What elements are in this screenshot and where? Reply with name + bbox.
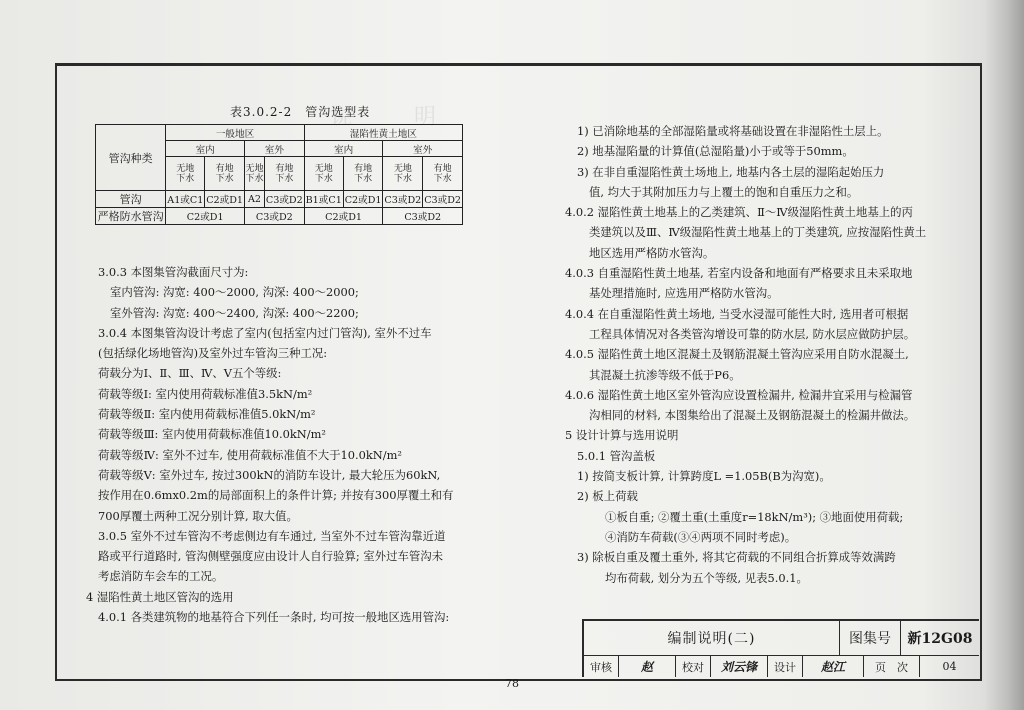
text-line: ④消防车荷载(③④两项不同时考虑)。	[605, 529, 797, 544]
section-heading: 4 湿陷性黄土地区管沟的选用	[86, 589, 234, 604]
row-header-cell: 管沟种类	[96, 125, 166, 191]
design-signature: 赵江	[803, 656, 864, 677]
signature-row	[584, 656, 979, 677]
text-line: (包括绿化场地管沟)及室外过车管沟三种工况:	[98, 346, 328, 361]
table-cell: C3或D2	[383, 208, 463, 225]
text-line: 基处理措施时, 应选用严格防水管沟。	[589, 286, 779, 301]
text-line: 4.0.4 在自重湿陷性黄土场地, 当受水浸湿可能性大时, 选用者可根据	[565, 306, 909, 321]
trench-type-table	[95, 124, 463, 225]
section-heading: 5 设计计算与选用说明	[565, 428, 679, 443]
text-line: 荷载等级Ⅳ: 室外不过车, 使用荷载标准值不大于10.0kN/m²	[98, 447, 402, 462]
text-line: 路或平行道路时, 管沟侧壁强度应由设计人自行验算; 室外过车管沟未	[98, 549, 444, 564]
atlas-number: 新12G08	[901, 621, 979, 656]
groundwater-header: 有地 下水	[343, 157, 383, 191]
text-line: 荷载分为Ⅰ、Ⅱ、Ⅲ、Ⅳ、Ⅴ五个等级:	[98, 366, 282, 381]
table-cell: B1或C1	[304, 191, 343, 208]
book-page-number: 78	[505, 677, 519, 690]
check-label: 校对	[676, 656, 711, 677]
text-line: 值, 均大于其附加压力与上覆土的饱和自重压力之和。	[589, 184, 859, 199]
text-line: 荷载等级Ⅴ: 室外过车, 按过300kN的消防车设计, 最大轮压为60kN,	[98, 467, 441, 482]
review-signature: 赵	[619, 656, 676, 677]
text-line: 5.0.1 管沟盖板	[577, 448, 656, 463]
review-label: 审核	[584, 656, 619, 677]
text-line: 地区选用严格防水管沟。	[589, 245, 715, 260]
design-label: 设计	[768, 656, 803, 677]
no-groundwater-header: 无地 下水	[245, 157, 265, 191]
table-cell: A1或C1	[166, 191, 205, 208]
table-cell: C2或D1	[304, 208, 383, 225]
text-line: 3.0.3 本图集管沟截面尺寸为:	[98, 265, 249, 279]
table-cell: C3或D2	[245, 208, 305, 225]
text-line: 2) 地基湿陷量的计算值(总湿陷量)小于或等于50mm。	[577, 144, 854, 159]
text-line: 按作用在0.6mx0.2m的局部面积上的条件计算; 并按有300厚覆土和有	[98, 488, 454, 503]
text-line: 其混凝土抗渗等级不低于P6。	[589, 367, 741, 382]
text-line: 室内管沟: 沟宽: 400～2000, 沟深: 400～2000;	[110, 285, 359, 300]
indoor-header: 室内	[166, 141, 245, 157]
table-cell: C2或D1	[205, 191, 245, 208]
collapsible-area-header: 湿陷性黄土地区	[304, 125, 462, 141]
groundwater-header: 有地 下水	[423, 157, 463, 191]
text-line: 工程具体情况对各类管沟增设可靠的防水层, 防水层应做防护层。	[589, 326, 916, 341]
text-line: 1) 已消除地基的全部湿陷量或将基础设置在非湿陷性土层上。	[577, 124, 889, 138]
text-line: 荷载等级Ⅲ: 室内使用荷载标准值10.0kN/m²	[98, 427, 326, 442]
text-line: 沟相同的材料, 本图集给出了混凝土及钢筋混凝土的检漏井做法。	[589, 408, 916, 423]
no-groundwater-header: 无地 下水	[383, 157, 423, 191]
general-area-header: 一般地区	[166, 125, 304, 141]
text-line: ①板自重; ②覆土重(土重度r=18kN/m³); ③地面使用荷载;	[605, 509, 904, 524]
atlas-number-label: 图集号	[840, 621, 901, 656]
text-line: 类建筑以及Ⅲ、Ⅳ级湿陷性黄土地基上的丁类建筑, 应按湿陷性黄土	[589, 225, 927, 240]
text-line: 3) 除板自重及覆土重外, 将其它荷载的不同组合折算成等效满跨	[577, 550, 896, 565]
outdoor-header: 室外	[245, 141, 305, 157]
right-text-column	[565, 121, 965, 588]
title-block	[582, 619, 979, 677]
bleed-through-text: 说 明	[330, 105, 457, 130]
text-line: 荷载等级Ⅱ: 室内使用荷载标准值5.0kN/m²	[98, 407, 316, 422]
table-cell: C3或D2	[423, 191, 463, 208]
left-text-column	[86, 262, 486, 627]
table-cell: A2	[245, 191, 265, 208]
text-line: 室外管沟: 沟宽: 400～2400, 沟深: 400～2200;	[110, 305, 359, 320]
table-cell: C2或D1	[166, 208, 245, 225]
indoor-header: 室内	[304, 141, 383, 157]
drawing-title: 编制说明(二)	[584, 621, 840, 656]
text-line: 1) 按简支板计算, 计算跨度L =1.05B(B为沟宽)。	[577, 469, 831, 484]
page-number-cell: 04	[942, 660, 957, 673]
table-cell: C3或D2	[383, 191, 423, 208]
text-line: 3) 在非自重湿陷性黄土场地上, 地基内各土层的湿陷起始压力	[577, 164, 885, 179]
text-line: 4.0.3 自重湿陷性黄土地基, 若室内设备和地面有严格要求且未采取地	[565, 266, 913, 281]
check-signature: 刘云锋	[711, 656, 768, 677]
groundwater-header: 有地 下水	[264, 157, 304, 191]
book-binding-shadow	[984, 0, 1024, 710]
table-row-label: 严格防水管沟	[96, 208, 166, 225]
table-cell: C3或D2	[264, 191, 304, 208]
page-label: 页 次	[864, 656, 920, 677]
table-row-label: 管沟	[96, 191, 166, 208]
text-line: 考虑消防车会车的工况。	[98, 569, 224, 584]
text-line: 700厚覆土两种工况分别计算, 取大值。	[98, 508, 298, 523]
text-line: 4.0.2 湿陷性黄土地基上的乙类建筑、Ⅱ～Ⅳ级湿陷性黄土地基上的丙	[565, 205, 913, 220]
no-groundwater-header: 无地 下水	[304, 157, 343, 191]
groundwater-header: 有地 下水	[205, 157, 245, 191]
no-groundwater-header: 无地 下水	[166, 157, 205, 191]
text-line: 4.0.1 各类建筑物的地基符合下列任一条时, 均可按一般地区选用管沟:	[98, 610, 450, 625]
text-line: 荷载等级Ⅰ: 室内使用荷载标准值3.5kN/m²	[98, 386, 313, 401]
table-cell: C2或D1	[343, 191, 383, 208]
table-caption: 表3.0.2-2 管沟选型表	[230, 105, 371, 119]
text-line: 4.0.5 湿陷性黄土地区混凝土及钢筋混凝土管沟应采用自防水混凝土,	[565, 347, 909, 362]
text-line: 3.0.4 本图集管沟设计考虑了室内(包括室内过门管沟), 室外不过车	[98, 325, 432, 340]
text-line: 2) 板上荷载	[577, 489, 638, 504]
outdoor-header: 室外	[383, 141, 463, 157]
text-line: 4.0.6 湿陷性黄土地区室外管沟应设置检漏井, 检漏井宜采用与检漏管	[565, 387, 913, 402]
text-line: 均布荷载, 划分为五个等级, 见表5.0.1。	[605, 570, 808, 585]
text-line: 3.0.5 室外不过车管沟不考虑侧边有车通过, 当室外不过车管沟靠近道	[98, 528, 446, 543]
